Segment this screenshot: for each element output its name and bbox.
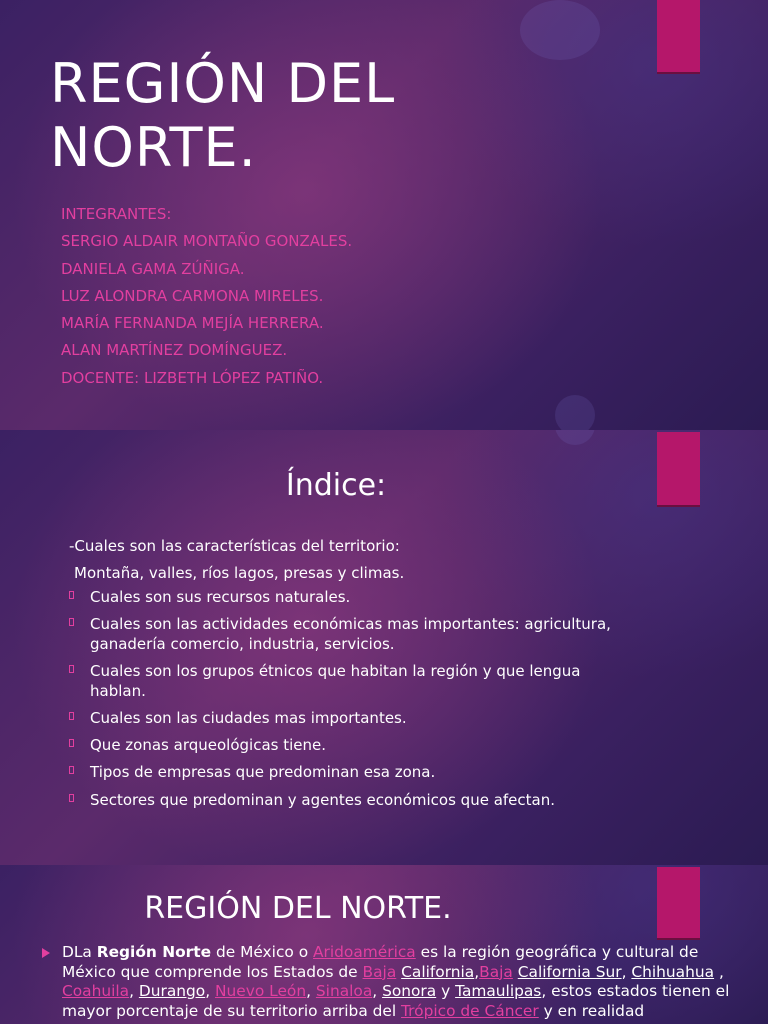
region-paragraph	[42, 943, 752, 1021]
link-tropico-de-cancer[interactable]: Trópico de Cáncer	[401, 1001, 539, 1020]
link-california[interactable]: California	[401, 962, 475, 981]
bullet-icon	[69, 618, 74, 626]
index-item	[68, 791, 628, 811]
teacher-name: DOCENTE: LIZBETH LÓPEZ PATIÑO.	[61, 368, 324, 387]
index-title: Índice:	[285, 468, 387, 503]
link-tamaulipas[interactable]: Tamaulipas	[455, 982, 542, 1001]
link-baja[interactable]: Baja	[479, 962, 513, 981]
member-name: MARÍA FERNANDA MEJÍA HERRERA.	[61, 314, 324, 333]
bullet-icon	[69, 766, 74, 774]
link-chihuahua[interactable]: Chihuahua	[631, 962, 715, 981]
slide-title-text: REGIÓN DEL NORTE.	[50, 52, 396, 179]
index-item-text: Que zonas arqueológicas tiene.	[90, 736, 327, 755]
paragraph-text: y	[436, 982, 456, 1001]
bullet-icon	[69, 794, 74, 802]
index-item-text: Sectores que predominan y agentes económicos que afectan.	[90, 790, 555, 809]
accent-bar	[657, 867, 700, 940]
accent-bar	[657, 0, 700, 74]
link-aridoamerica[interactable]: Aridoamérica	[313, 943, 416, 961]
index-item-text: Tipos de empresas que predominan esa zona.	[90, 763, 436, 782]
region-name-bold: Región Norte	[96, 943, 212, 961]
member-name: ALAN MARTÍNEZ DOMÍNGUEZ.	[61, 341, 288, 360]
paragraph-text: ,	[621, 962, 632, 981]
member-name: SERGIO ALDAIR MONTAÑO GONZALES.	[61, 232, 353, 251]
link-sonora[interactable]: Sonora	[382, 982, 437, 1001]
paragraph-text: ,	[306, 982, 316, 1001]
bullet-icon	[69, 739, 74, 747]
paragraph-text: de México o	[211, 943, 314, 961]
index-item-text: Cuales son las actividades económicas mas importantes: agricultura, ganadería comercio, industria, servicios.	[90, 615, 611, 653]
member-name: LUZ ALONDRA CARMONA MIRELES.	[61, 286, 324, 305]
member-name: DANIELA GAMA ZÚÑIGA.	[61, 259, 245, 278]
bokeh-decoration	[520, 0, 600, 60]
paragraph-text: ,	[474, 962, 480, 981]
link-durango[interactable]: Durango	[138, 982, 206, 1001]
index-item	[68, 736, 628, 756]
paragraph-text: ,	[714, 962, 724, 981]
paragraph-text: ,	[205, 982, 215, 1001]
link-coahuila[interactable]: Coahuila	[62, 982, 130, 1001]
slide-region	[0, 865, 768, 1024]
index-item	[68, 662, 628, 701]
slide-title	[0, 0, 768, 430]
members-list	[61, 201, 352, 392]
bullet-icon	[69, 712, 74, 720]
index-item-text: Cuales son las ciudades mas importantes.	[90, 708, 407, 727]
index-item	[68, 709, 628, 729]
index-item	[68, 763, 628, 783]
index-item-text: Cuales son los grupos étnicos que habitan la región y que lengua hablan.	[90, 662, 581, 700]
arrow-bullet-icon	[42, 948, 50, 958]
link-sinaloa[interactable]: Sinaloa	[315, 982, 373, 1001]
paragraph-text: ,	[129, 982, 139, 1001]
index-item-text: Cuales son sus recursos naturales.	[90, 588, 351, 606]
paragraph-text: es la región geográfica y cultural de México que comprende los Estados de	[62, 943, 699, 981]
index-line: -Cuales son las características del territorio:	[69, 537, 400, 555]
bullet-icon	[69, 591, 74, 599]
link-nuevo-leon[interactable]: Nuevo León	[215, 982, 307, 1001]
bokeh-decoration	[555, 430, 595, 445]
bullet-icon	[69, 665, 74, 673]
bokeh-decoration	[555, 395, 595, 430]
paragraph-text: DLa	[62, 943, 97, 961]
region-title: REGIÓN DEL NORTE.	[144, 891, 452, 926]
index-item	[68, 615, 628, 654]
members-heading: INTEGRANTES:	[61, 205, 172, 223]
link-baja[interactable]: Baja	[362, 962, 397, 981]
index-list	[68, 588, 628, 818]
index-item	[68, 588, 628, 608]
paragraph-text: , estos estados tienen el mayor porcentaje de su territorio arriba del	[62, 982, 730, 1020]
link-california-sur[interactable]: California Sur	[517, 962, 622, 981]
slide-index	[0, 430, 768, 865]
paragraph-text: ,	[372, 982, 383, 1001]
index-line: Montaña, valles, ríos lagos, presas y climas.	[74, 564, 405, 582]
paragraph-text: y en realidad	[538, 1001, 645, 1020]
